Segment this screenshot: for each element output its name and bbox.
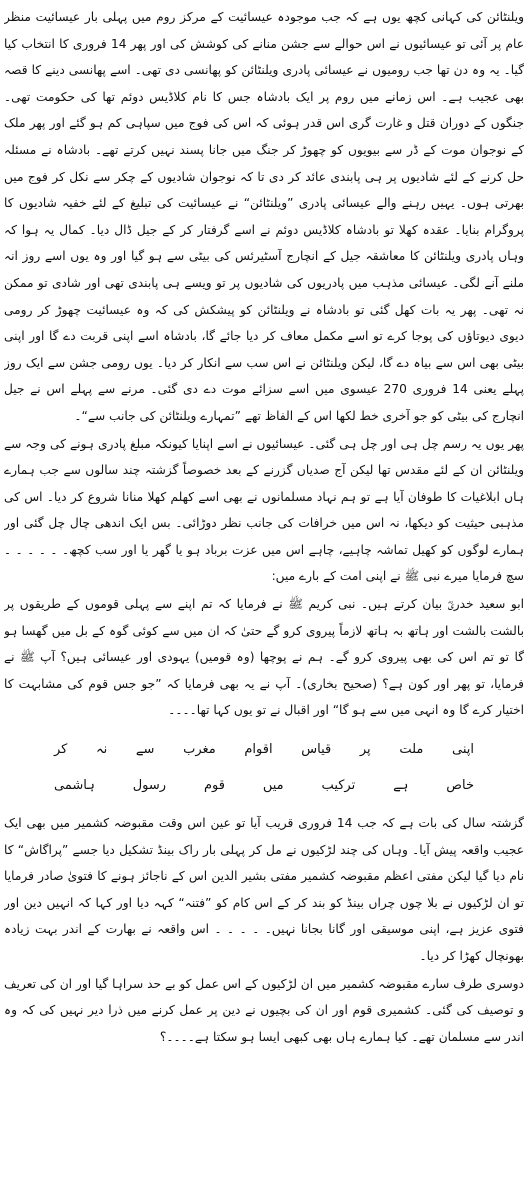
iqbal-couplet <box>54 732 474 804</box>
article-paragraph-hadith: ابو سعید خدریؓ بیان کرتے ہیں۔ نبی کریم ﷺ نے فرمایا کہ تم اپنے سے پہلی قوموں کے طریقوں پر بالشت بالشت اور ہاتھ بہ ہاتھ لازماً پیروی کرو گے حتیٰ کہ ان میں سے کوئی گوہ کے بل میں گھسا ہو گا تو تم اس کی بھی پیروی کرو گے۔ ہم نے پوچھا (وہ قومیں) یہودی اور عیسائی ہیں؟ آپ ﷺ نے فرمایا، تو پھر اور کون ہے؟ (صحیح بخاری)۔ آپ نے یہ بھی فرمایا کہ ”جو جس قوم کی مشابہت کا اختیار کرے گا وہ انہی میں سے ہو گا“ اور اقبال نے تو یوں کہا تھا۔۔۔۔ <box>4 597 524 718</box>
article-paragraph-kashmir-band: گزشتہ سال کی بات ہے کہ جب 14 فروری قریب آیا تو عین اس وقت مقبوضہ کشمیر میں بھی ایک عجیب واقعہ پیش آیا۔ وہاں کی چند لڑکیوں نے مل کر پہلی بار راک بینڈ تشکیل دیا جسے ”پراگاش“ کا نام دیا گیا لیکن مفتی اعظم مقبوضہ کشمیر مفتی بشیر الدین اس کے ناجائز ہونے کا فتویٰ صادر فرمایا تو ان لڑکیوں نے بلا چوں چراں بینڈ کو بند کر کے اس کام کو ”فتنہ“ کہہ دیا اور کہا کہ انہیں دین اور فتوی عزیز ہے، اپنی موسیقی اور گانا بجانا نہیں۔ ۔ ۔ ۔ ۔ اس واقعہ نے بھارت کے اندر بہت زیادہ بھونچال کھڑا کر دیا۔ <box>4 816 524 963</box>
couplet-line-2: خاص ہے ترکیب میں قوم رسول ہاشمی <box>54 778 474 794</box>
couplet-line-1: اپنی ملت پر قیاس اقوام مغرب سے نہ کر <box>54 742 474 758</box>
article-paragraph-conclusion: دوسری طرف سارے مقبوضہ کشمیر میں ان لڑکیوں کے اس عمل کو بے حد سراہا گیا اور ان کی تعریف و توصیف کی گئی۔ کشمیری قوم اور ان کی بچیوں نے دین پر عمل کرنے میں ذرا دیر نہیں کی کہ وہ اندر سے مسلمان تھے۔ کیا ہمارے ہاں بھی کبھی ایسا ہو سکتا ہے۔۔۔۔؟ <box>4 976 524 1044</box>
article-body <box>4 4 524 1178</box>
article-paragraph-valentine-story: ویلنٹائن کی کہانی کچھ یوں ہے کہ جب موجودہ عیسائیت کے مرکز روم میں پہلی بار عیسائیت منظر عام پر آئی تو عیسائیوں نے اس حوالے سے جشن منانے کی کوشش کی اور پھر 14 فروری کا انتخاب کیا گیا۔ یہ وہ دن تھا جب رومیوں نے عیسائی پادری ویلنٹائن کو پھانسی دی تھی۔ اسے پھانسی دینے کا قصہ بھی عجیب ہے۔ اس زمانے میں روم پر ایک بادشاہ جس کا نام کلاڈیس دوئم تھا کی حکومت تھی۔ جنگوں کے دوران قتل و غارت گری اس قدر ہوئی کہ اس کی فوج میں سپاہی کم ہو گئے اور پھر ملک کے نوجوان موت کے ڈر سے بیویوں کو چھوڑ کر جنگ میں جانا پسند نہیں کرتے تھے۔ بادشاہ نے مسئلہ حل کرنے کے لئے شادیوں پر ہی پابندی عائد کر دی تا کہ نوجوان شادیوں کے چکر سے نکل کر فوج میں بھرتی ہوں۔ یہیں رہنے والے عیسائی پادری ”ویلنٹائن“ نے عیسائیت کی تبلیغ کے لئے خفیہ شادیوں کا پروگرام بنایا۔ عقدہ کھلا تو بادشاہ کلاڈیس دوئم نے اسے گرفتار کر کے جیل ڈال دیا۔ کمال یہ ہوا کہ وہاں پادری ویلنٹائن کا معاشقہ جیل کے انچارج آسٹیرئس کی بیٹی سے ہو گیا اور وہ یوں اسے روز انہ ملنے آنے لگی۔ عیسائی مذہب میں پادریوں کی شادیوں پر تو ویسے ہی پابندی تھی اور شادی تو ممکن نہ تھی۔ پھر یہ بات کھل گئی تو بادشاہ نے ویلنٹائن کو پیشکش کی کہ وہ عیسائیت چھوڑ کر رومی دیوی دیوتاؤں کی پوجا کرے تو اسے مکمل معاف کر دیا جائے گا، بادشاہ اسے اپنی قربت دے گا اور اپنی بیٹی بھی اس سے بیاہ دے گا، لیکن ویلنٹائن نے اس سب سے انکار کر دیا۔ یوں رومی جشن سے ایک روز پہلے یعنی 14 فروری 270 عیسوی میں اسے سزائے موت دے دی گئی۔ مرنے سے پہلے اس نے جیل انچارج کی بیٹی کو جو آخری خط لکھا اس کے الفاظ تھے ”تمہارے ویلنٹائن کی جانب سے“۔ <box>4 10 524 423</box>
article-paragraph-custom-spread: پھر یوں یہ رسم چل ہی اور چل ہی گئی۔ عیسائیوں نے اسے اپنایا کیونکہ مبلغ پادری ہونے کی وجہ سے ویلنٹائن ان کے لئے مقدس تھا لیکن آج صدیاں گزرنے کے بعد خصوصاً گزشتہ چند سالوں سے جب ہمارے ہاں ابلاغیات کا طوفان آیا ہے تو ہم نہاد مسلمانوں نے بھی اسے کھلم کھلا منانا شروع کر دیا۔ اس کی مذہبی حیثیت کو دیکھا، نہ اس میں خرافات کی جانب نظر دوڑائی۔ بس ایک اندھی چال چل گئی اور ہمارے لوگوں کو کھیل تماشہ چاہیے، چاہے اس میں عزت برباد ہو یا گھر یا اور سب کچھ۔ ۔ ۔ ۔ ۔ ۔ سچ فرمایا میرے نبی ﷺ نے اپنی امت کے بارے میں: <box>4 436 524 584</box>
